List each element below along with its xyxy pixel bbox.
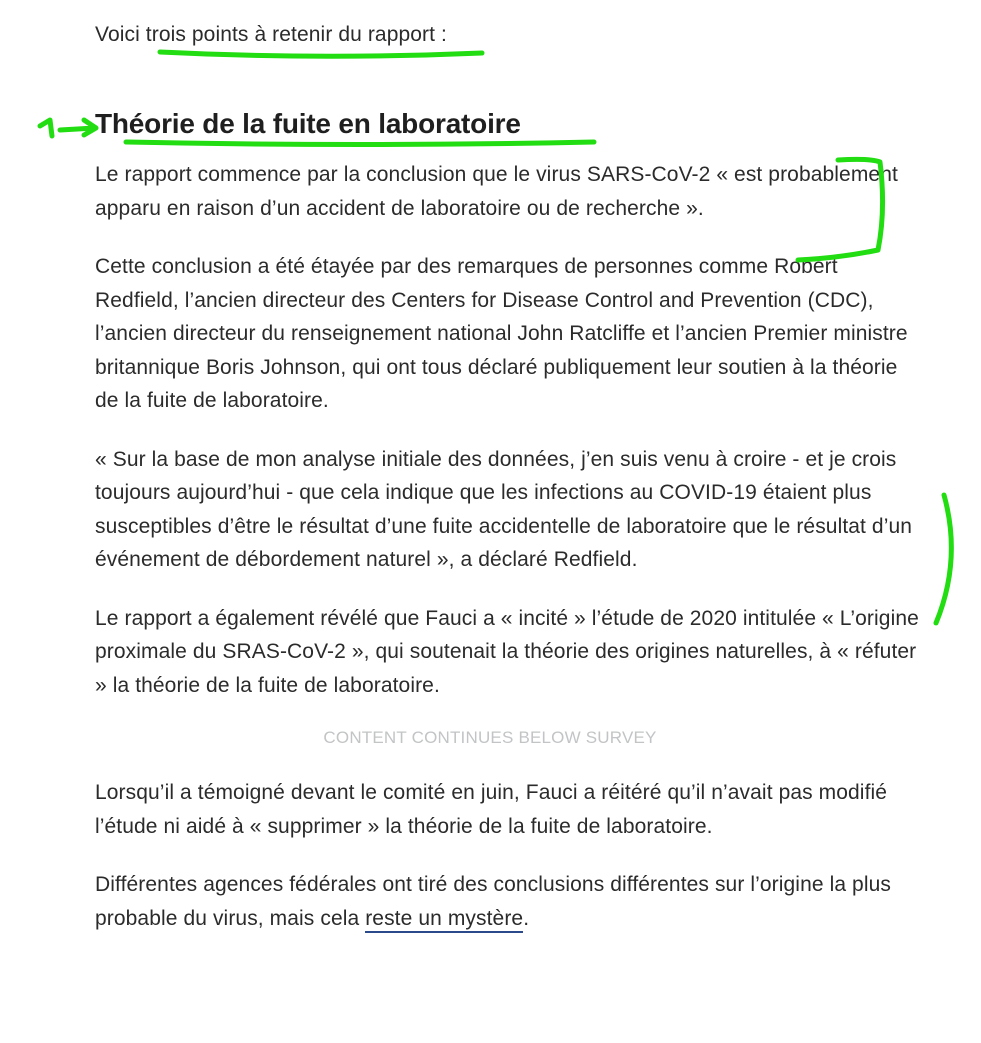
paragraph-1: Le rapport commence par la conclusion que le virus SARS-CoV-2 « est probablement apparu en raison d’un accident de laboratoire ou de recherche ». [95, 163, 898, 220]
marker-one-stroke [40, 120, 52, 136]
section-heading: Théorie de la fuite en laboratoire [95, 108, 521, 139]
paragraph-last-text: Différentes agences fédérales ont tiré des conclusions différentes sur l’origine la plus probable du virus, mais cela [95, 873, 891, 930]
paragraph-5: Lorsqu’il a témoigné devant le comité en juin, Fauci a réitéré qu’il n’avait pas modifié l’étude ni aidé à « supprimer » la théorie de la fuite de laboratoire. [95, 781, 888, 838]
intro-text: Voici trois points à retenir du rapport : [95, 23, 447, 46]
article-body [95, 18, 925, 960]
parenthesis-right [936, 495, 951, 623]
paragraph-quote: « Sur la base de mon analyse initiale des données, j’en suis venu à croire - et je crois toujours aujourd’hui - que cela indique que les infections au COVID-19 étaient plus susceptibles d’être le résultat d’une fuite accidentelle de laboratoire que le résultat d’un événement de débordement naturel », a déclaré Redfield. [95, 447, 913, 571]
mystery-link[interactable]: reste un mystère [365, 907, 523, 933]
paragraph-last-end: . [523, 906, 530, 930]
paragraph-2: Cette conclusion a été étayée par des remarques de personnes comme Robert Redfield, l’ancien directeur des Centers for Disease Control and Prevention (CDC), l’ancien directeur du renseignement national John Ratcliffe et l’ancien Premier ministre britannique Boris Johnson, qui ont tous déclaré publiquement leur soutien à la théorie de la fuite de laboratoire. [95, 255, 908, 412]
paragraph-4: Le rapport a également révélé que Fauci a « incité » l’étude de 2020 intitulée « L’origine proximale du SRAS-CoV-2 », qui soutenait la théorie des origines naturelles, à « réfuter » la théorie de la fuite de laboratoire. [95, 606, 919, 697]
survey-notice: CONTENT CONTINUES BELOW SURVEY [323, 728, 657, 747]
marker-arrow [60, 120, 96, 135]
paragraph-last [95, 868, 925, 935]
